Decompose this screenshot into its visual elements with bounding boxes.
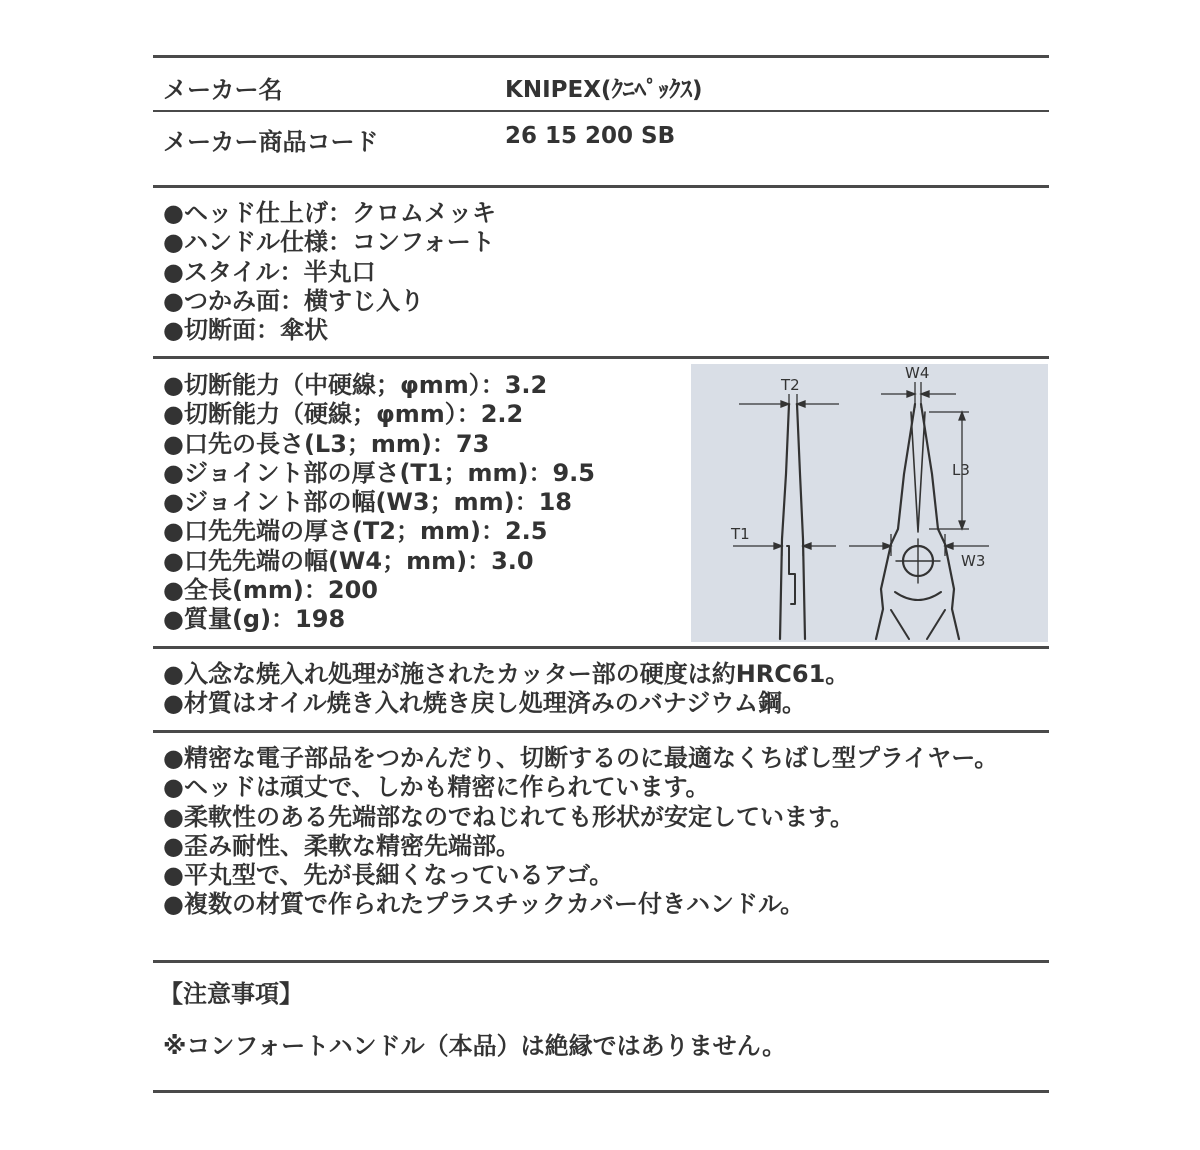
list-item: ●切断能力（硬線；φmm）：2.2 [163, 400, 524, 429]
side-view-outline-left [780, 404, 789, 639]
list-item: ●平丸型で、先が長細くなっているアゴ。 [163, 861, 614, 890]
maker-code-label: メーカー商品コード [163, 128, 379, 156]
divider [153, 1090, 1049, 1093]
divider [153, 646, 1049, 649]
list-item: ●ヘッドは頑丈で、しかも精密に作られています。 [163, 773, 710, 802]
pliers-dimension-diagram [691, 364, 1048, 642]
arrowhead [797, 401, 805, 407]
label-w4: W4 [905, 364, 930, 382]
description-list [163, 744, 1043, 920]
spec-list [163, 371, 595, 635]
arrowhead [907, 391, 915, 397]
list-item: ●精密な電子部品をつかんだり、切断するのに最適なくちばし型プライヤー。 [163, 744, 999, 772]
front-view-jaw-gap [911, 412, 925, 532]
list-item: ●ジョイント部の厚さ(T1；mm)：9.5 [163, 458, 595, 487]
list-item: ●スタイル：半丸口 [163, 257, 376, 286]
divider [153, 356, 1049, 359]
front-view-right-jaw [921, 404, 959, 639]
maker-name-label: メーカー名 [163, 76, 283, 104]
list-item: ●切断面：傘状 [163, 316, 328, 345]
list-item: ●柔軟性のある先端部なのでねじれても形状が安定しています。 [163, 802, 855, 831]
label-l3: L3 [952, 461, 970, 479]
side-view-joint [787, 546, 795, 604]
arrowhead [781, 401, 789, 407]
feature-list [163, 199, 496, 345]
front-view-left-jaw [876, 404, 915, 639]
list-item: ●つかみ面：横すじ入り [163, 286, 424, 315]
list-item: ●材質はオイル焼き入れ焼き戻し処理済みのバナジウム鋼。 [163, 689, 807, 718]
list-item: ●入念な焼入れ処理が施されたカッター部の硬度は約HRC61。 [163, 660, 850, 688]
notes-heading: 【注意事項】 [159, 980, 303, 1008]
arrowhead [959, 521, 965, 529]
notes-body: ※コンフォートハンドル（本品）は絶縁ではありません。 [163, 1032, 787, 1060]
divider [153, 730, 1049, 733]
side-view-outline-right [797, 404, 805, 639]
divider [153, 185, 1049, 188]
maker-name-value: KNIPEX(ｸﾆﾍﾟｯｸｽ) [505, 77, 703, 103]
pliers-diagram-svg [691, 364, 1048, 642]
list-item: ●ヘッド仕上げ：クロムメッキ [163, 199, 496, 227]
label-w3: W3 [961, 552, 986, 570]
list-item: ●口先先端の厚さ(T2；mm)：2.5 [163, 517, 548, 546]
list-item: ●全長(mm)：200 [163, 576, 378, 605]
arrowhead [921, 391, 929, 397]
list-item: ●切断能力（中硬線；φmm）：3.2 [163, 371, 548, 399]
divider [153, 960, 1049, 963]
spec-sheet [153, 0, 1049, 1150]
label-t1: T1 [731, 525, 750, 543]
list-item: ●ジョイント部の幅(W3；mm)：18 [163, 488, 572, 517]
divider [153, 55, 1049, 58]
list-item: ●歪み耐性、柔軟な精密先端部。 [163, 831, 520, 860]
maker-code-value: 26 15 200 SB [505, 123, 676, 149]
pivot-crosshair [896, 539, 940, 583]
list-item: ●口先の長さ(L3；mm)：73 [163, 429, 490, 458]
list-item: ●口先先端の幅(W4；mm)：3.0 [163, 546, 534, 575]
list-item: ●質量(g)：198 [163, 605, 346, 634]
arrowhead [959, 412, 965, 420]
list-item: ●複数の材質で作られたプラスチックカバー付きハンドル。 [163, 890, 805, 919]
divider [153, 110, 1049, 112]
list-item: ●ハンドル仕様：コンフォート [163, 228, 495, 257]
label-t2: T2 [781, 376, 800, 394]
front-view-handles [891, 592, 945, 639]
material-list [163, 660, 849, 719]
